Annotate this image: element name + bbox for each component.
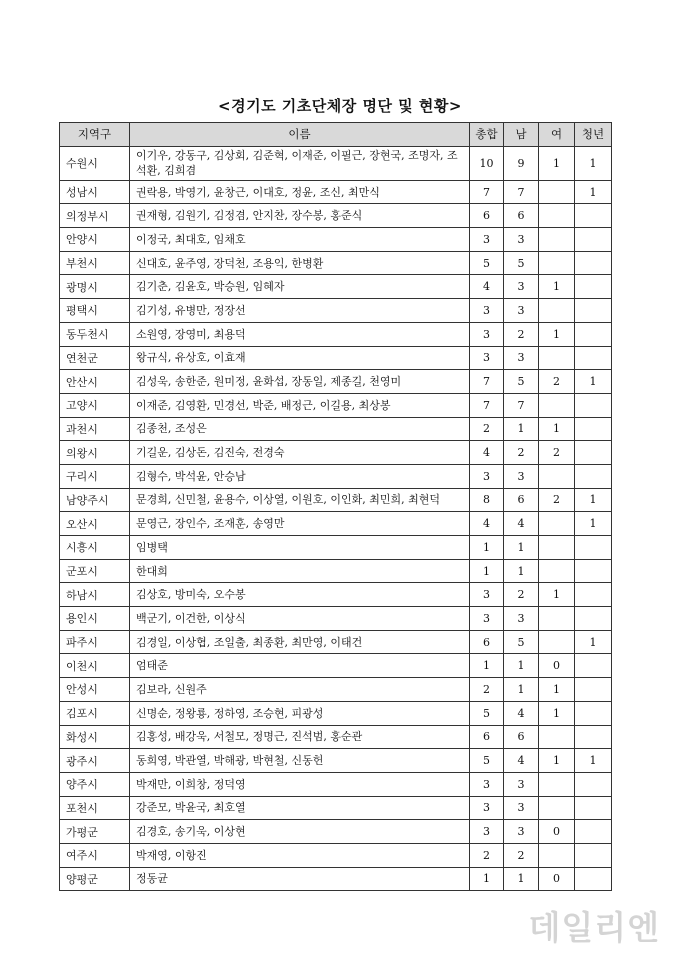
cell-male: 4 (504, 749, 539, 773)
cell-male: 4 (504, 701, 539, 725)
cell-total: 10 (470, 146, 504, 180)
table-row (60, 441, 612, 465)
cell-youth: 1 (575, 749, 612, 773)
cell-names: 왕규식, 유상호, 이효재 (130, 346, 470, 370)
cell-female (539, 204, 575, 228)
mayor-table (59, 122, 612, 891)
cell-youth (575, 867, 612, 891)
cell-total: 2 (470, 678, 504, 702)
cell-youth: 1 (575, 146, 612, 180)
cell-youth (575, 228, 612, 252)
cell-region: 양평군 (60, 867, 130, 891)
cell-names: 박재만, 이희창, 정덕영 (130, 772, 470, 796)
table-row (60, 251, 612, 275)
cell-total: 7 (470, 393, 504, 417)
cell-total: 1 (470, 867, 504, 891)
cell-names: 신명순, 정왕룡, 정하영, 조승현, 피광성 (130, 701, 470, 725)
cell-names: 한대희 (130, 559, 470, 583)
cell-names: 권락용, 박영기, 윤창근, 이대호, 정윤, 조신, 최만식 (130, 180, 470, 204)
cell-region: 가평군 (60, 820, 130, 844)
cell-youth (575, 772, 612, 796)
cell-male: 3 (504, 299, 539, 323)
cell-female (539, 630, 575, 654)
cell-male: 6 (504, 725, 539, 749)
cell-names: 백군기, 이건한, 이상식 (130, 607, 470, 631)
cell-names: 강준모, 박윤국, 최호열 (130, 796, 470, 820)
cell-region: 군포시 (60, 559, 130, 583)
cell-names: 김기춘, 김윤호, 박승원, 임혜자 (130, 275, 470, 299)
cell-female: 1 (539, 417, 575, 441)
cell-male: 3 (504, 228, 539, 252)
cell-female: 1 (539, 146, 575, 180)
cell-total: 8 (470, 488, 504, 512)
table-row (60, 180, 612, 204)
cell-female (539, 464, 575, 488)
cell-region: 안성시 (60, 678, 130, 702)
cell-total: 4 (470, 441, 504, 465)
cell-region: 안양시 (60, 228, 130, 252)
cell-total: 3 (470, 607, 504, 631)
cell-region: 남양주시 (60, 488, 130, 512)
cell-male: 1 (504, 417, 539, 441)
header-region: 지역구 (60, 123, 130, 147)
cell-region: 수원시 (60, 146, 130, 180)
cell-total: 7 (470, 370, 504, 394)
cell-male: 7 (504, 393, 539, 417)
cell-region: 파주시 (60, 630, 130, 654)
table-row (60, 299, 612, 323)
cell-male: 4 (504, 512, 539, 536)
cell-total: 3 (470, 772, 504, 796)
cell-region: 의왕시 (60, 441, 130, 465)
cell-names: 임병택 (130, 536, 470, 560)
cell-total: 4 (470, 275, 504, 299)
cell-male: 3 (504, 464, 539, 488)
header-total: 총합 (470, 123, 504, 147)
cell-total: 2 (470, 843, 504, 867)
cell-total: 3 (470, 464, 504, 488)
cell-total: 4 (470, 512, 504, 536)
cell-male: 9 (504, 146, 539, 180)
header-male: 남 (504, 123, 539, 147)
cell-youth: 1 (575, 512, 612, 536)
table-row (60, 393, 612, 417)
cell-youth (575, 464, 612, 488)
table-row (60, 678, 612, 702)
cell-region: 연천군 (60, 346, 130, 370)
cell-total: 5 (470, 701, 504, 725)
cell-names: 권재형, 김원기, 김정겸, 안지찬, 장수봉, 홍준식 (130, 204, 470, 228)
cell-female (539, 559, 575, 583)
cell-names: 김보라, 신원주 (130, 678, 470, 702)
table-row (60, 464, 612, 488)
cell-male: 3 (504, 275, 539, 299)
cell-male: 5 (504, 370, 539, 394)
cell-region: 성남시 (60, 180, 130, 204)
cell-names: 신대호, 윤주영, 장덕천, 조용익, 한병환 (130, 251, 470, 275)
cell-youth (575, 820, 612, 844)
cell-region: 광명시 (60, 275, 130, 299)
cell-female: 1 (539, 275, 575, 299)
cell-names: 엄태준 (130, 654, 470, 678)
cell-female (539, 393, 575, 417)
cell-youth (575, 843, 612, 867)
cell-region: 구리시 (60, 464, 130, 488)
cell-region: 동두천시 (60, 322, 130, 346)
cell-female (539, 607, 575, 631)
cell-region: 광주시 (60, 749, 130, 773)
cell-male: 7 (504, 180, 539, 204)
table-row (60, 796, 612, 820)
cell-youth (575, 607, 612, 631)
cell-names: 기길운, 김상돈, 김진숙, 전경숙 (130, 441, 470, 465)
cell-names: 소원영, 장영미, 최용덕 (130, 322, 470, 346)
cell-total: 3 (470, 322, 504, 346)
cell-female (539, 725, 575, 749)
cell-region: 과천시 (60, 417, 130, 441)
cell-female (539, 512, 575, 536)
cell-male: 2 (504, 843, 539, 867)
cell-youth (575, 417, 612, 441)
header-female: 여 (539, 123, 575, 147)
cell-total: 3 (470, 346, 504, 370)
cell-youth: 1 (575, 630, 612, 654)
table-row (60, 772, 612, 796)
cell-female (539, 228, 575, 252)
table-row (60, 820, 612, 844)
table-row (60, 370, 612, 394)
cell-female (539, 796, 575, 820)
cell-male: 6 (504, 488, 539, 512)
table-row (60, 146, 612, 180)
table-row (60, 322, 612, 346)
table-row (60, 583, 612, 607)
cell-region: 시흥시 (60, 536, 130, 560)
cell-female: 1 (539, 701, 575, 725)
cell-female: 1 (539, 749, 575, 773)
table-row (60, 654, 612, 678)
watermark-logo: 데일리엔 (528, 908, 660, 947)
cell-youth: 1 (575, 370, 612, 394)
cell-total: 3 (470, 228, 504, 252)
cell-names: 이재준, 김영환, 민경선, 박준, 배정근, 이길용, 최상봉 (130, 393, 470, 417)
header-names: 이름 (130, 123, 470, 147)
cell-names: 김형수, 박석윤, 안승남 (130, 464, 470, 488)
table-row (60, 843, 612, 867)
cell-names: 김상호, 방미숙, 오수봉 (130, 583, 470, 607)
cell-youth (575, 796, 612, 820)
header-youth: 청년 (575, 123, 612, 147)
cell-female: 0 (539, 820, 575, 844)
cell-female: 1 (539, 322, 575, 346)
table-row (60, 559, 612, 583)
cell-female (539, 346, 575, 370)
cell-total: 1 (470, 536, 504, 560)
cell-region: 오산시 (60, 512, 130, 536)
cell-youth: 1 (575, 180, 612, 204)
cell-male: 5 (504, 251, 539, 275)
cell-youth (575, 346, 612, 370)
cell-region: 고양시 (60, 393, 130, 417)
cell-female (539, 536, 575, 560)
cell-male: 2 (504, 583, 539, 607)
cell-male: 3 (504, 607, 539, 631)
cell-male: 3 (504, 772, 539, 796)
cell-female: 2 (539, 370, 575, 394)
cell-total: 7 (470, 180, 504, 204)
cell-male: 1 (504, 559, 539, 583)
cell-region: 하남시 (60, 583, 130, 607)
table-row (60, 749, 612, 773)
cell-total: 6 (470, 725, 504, 749)
cell-female: 2 (539, 488, 575, 512)
cell-names: 문영근, 장인수, 조재훈, 송영만 (130, 512, 470, 536)
table-row (60, 488, 612, 512)
cell-region: 양주시 (60, 772, 130, 796)
cell-female: 1 (539, 678, 575, 702)
cell-names: 김경일, 이상협, 조일출, 최종환, 최만영, 이태건 (130, 630, 470, 654)
cell-male: 5 (504, 630, 539, 654)
cell-male: 1 (504, 678, 539, 702)
cell-total: 3 (470, 583, 504, 607)
cell-youth (575, 536, 612, 560)
cell-region: 화성시 (60, 725, 130, 749)
cell-youth (575, 251, 612, 275)
cell-female: 1 (539, 583, 575, 607)
cell-male: 2 (504, 441, 539, 465)
cell-female (539, 180, 575, 204)
cell-names: 김홍성, 배강욱, 서철모, 정명근, 진석범, 홍순관 (130, 725, 470, 749)
document-title: <경기도 기초단체장 명단 및 현황> (218, 97, 462, 115)
table-row (60, 630, 612, 654)
cell-names: 김성욱, 송한준, 원미정, 윤화섭, 장동일, 제종길, 천영미 (130, 370, 470, 394)
cell-names: 이기우, 강동구, 김상회, 김준혁, 이재준, 이필근, 장현국, 조명자, 조석환, 김희겸 (130, 146, 470, 180)
cell-total: 6 (470, 630, 504, 654)
cell-female: 2 (539, 441, 575, 465)
cell-female (539, 299, 575, 323)
cell-names: 동희영, 박관열, 박해광, 박현철, 신동헌 (130, 749, 470, 773)
cell-total: 2 (470, 417, 504, 441)
cell-region: 이천시 (60, 654, 130, 678)
cell-youth (575, 678, 612, 702)
cell-youth (575, 583, 612, 607)
cell-female: 0 (539, 654, 575, 678)
table-row (60, 512, 612, 536)
cell-region: 부천시 (60, 251, 130, 275)
cell-youth (575, 701, 612, 725)
cell-names: 문경희, 신민철, 윤용수, 이상열, 이원호, 이인화, 최민희, 최현덕 (130, 488, 470, 512)
cell-names: 정동균 (130, 867, 470, 891)
cell-total: 5 (470, 251, 504, 275)
cell-male: 2 (504, 322, 539, 346)
cell-youth (575, 441, 612, 465)
table-row (60, 346, 612, 370)
cell-youth (575, 654, 612, 678)
table-row (60, 607, 612, 631)
cell-names: 박재영, 이항진 (130, 843, 470, 867)
cell-male: 1 (504, 536, 539, 560)
cell-region: 의정부시 (60, 204, 130, 228)
cell-total: 5 (470, 749, 504, 773)
cell-youth (575, 204, 612, 228)
cell-region: 포천시 (60, 796, 130, 820)
cell-male: 1 (504, 867, 539, 891)
table-row (60, 701, 612, 725)
cell-female (539, 843, 575, 867)
table-header-row (60, 123, 612, 147)
table-row (60, 725, 612, 749)
cell-male: 3 (504, 346, 539, 370)
cell-male: 6 (504, 204, 539, 228)
cell-youth: 1 (575, 488, 612, 512)
table-row (60, 417, 612, 441)
cell-total: 3 (470, 820, 504, 844)
cell-total: 1 (470, 559, 504, 583)
cell-youth (575, 393, 612, 417)
cell-region: 여주시 (60, 843, 130, 867)
table-row (60, 536, 612, 560)
cell-region: 안산시 (60, 370, 130, 394)
cell-female (539, 772, 575, 796)
cell-female: 0 (539, 867, 575, 891)
cell-female (539, 251, 575, 275)
cell-youth (575, 322, 612, 346)
cell-total: 3 (470, 796, 504, 820)
cell-names: 김경호, 송기욱, 이상현 (130, 820, 470, 844)
cell-youth (575, 725, 612, 749)
cell-names: 김기성, 유병만, 정장선 (130, 299, 470, 323)
cell-youth (575, 559, 612, 583)
table-row (60, 867, 612, 891)
cell-male: 1 (504, 654, 539, 678)
cell-names: 김종천, 조성은 (130, 417, 470, 441)
table-row (60, 228, 612, 252)
cell-region: 김포시 (60, 701, 130, 725)
cell-male: 3 (504, 820, 539, 844)
cell-total: 3 (470, 299, 504, 323)
cell-region: 평택시 (60, 299, 130, 323)
cell-youth (575, 299, 612, 323)
cell-total: 6 (470, 204, 504, 228)
table-row (60, 275, 612, 299)
table-row (60, 204, 612, 228)
cell-total: 1 (470, 654, 504, 678)
cell-region: 용인시 (60, 607, 130, 631)
cell-male: 3 (504, 796, 539, 820)
cell-youth (575, 275, 612, 299)
cell-names: 이정국, 최대호, 임채호 (130, 228, 470, 252)
